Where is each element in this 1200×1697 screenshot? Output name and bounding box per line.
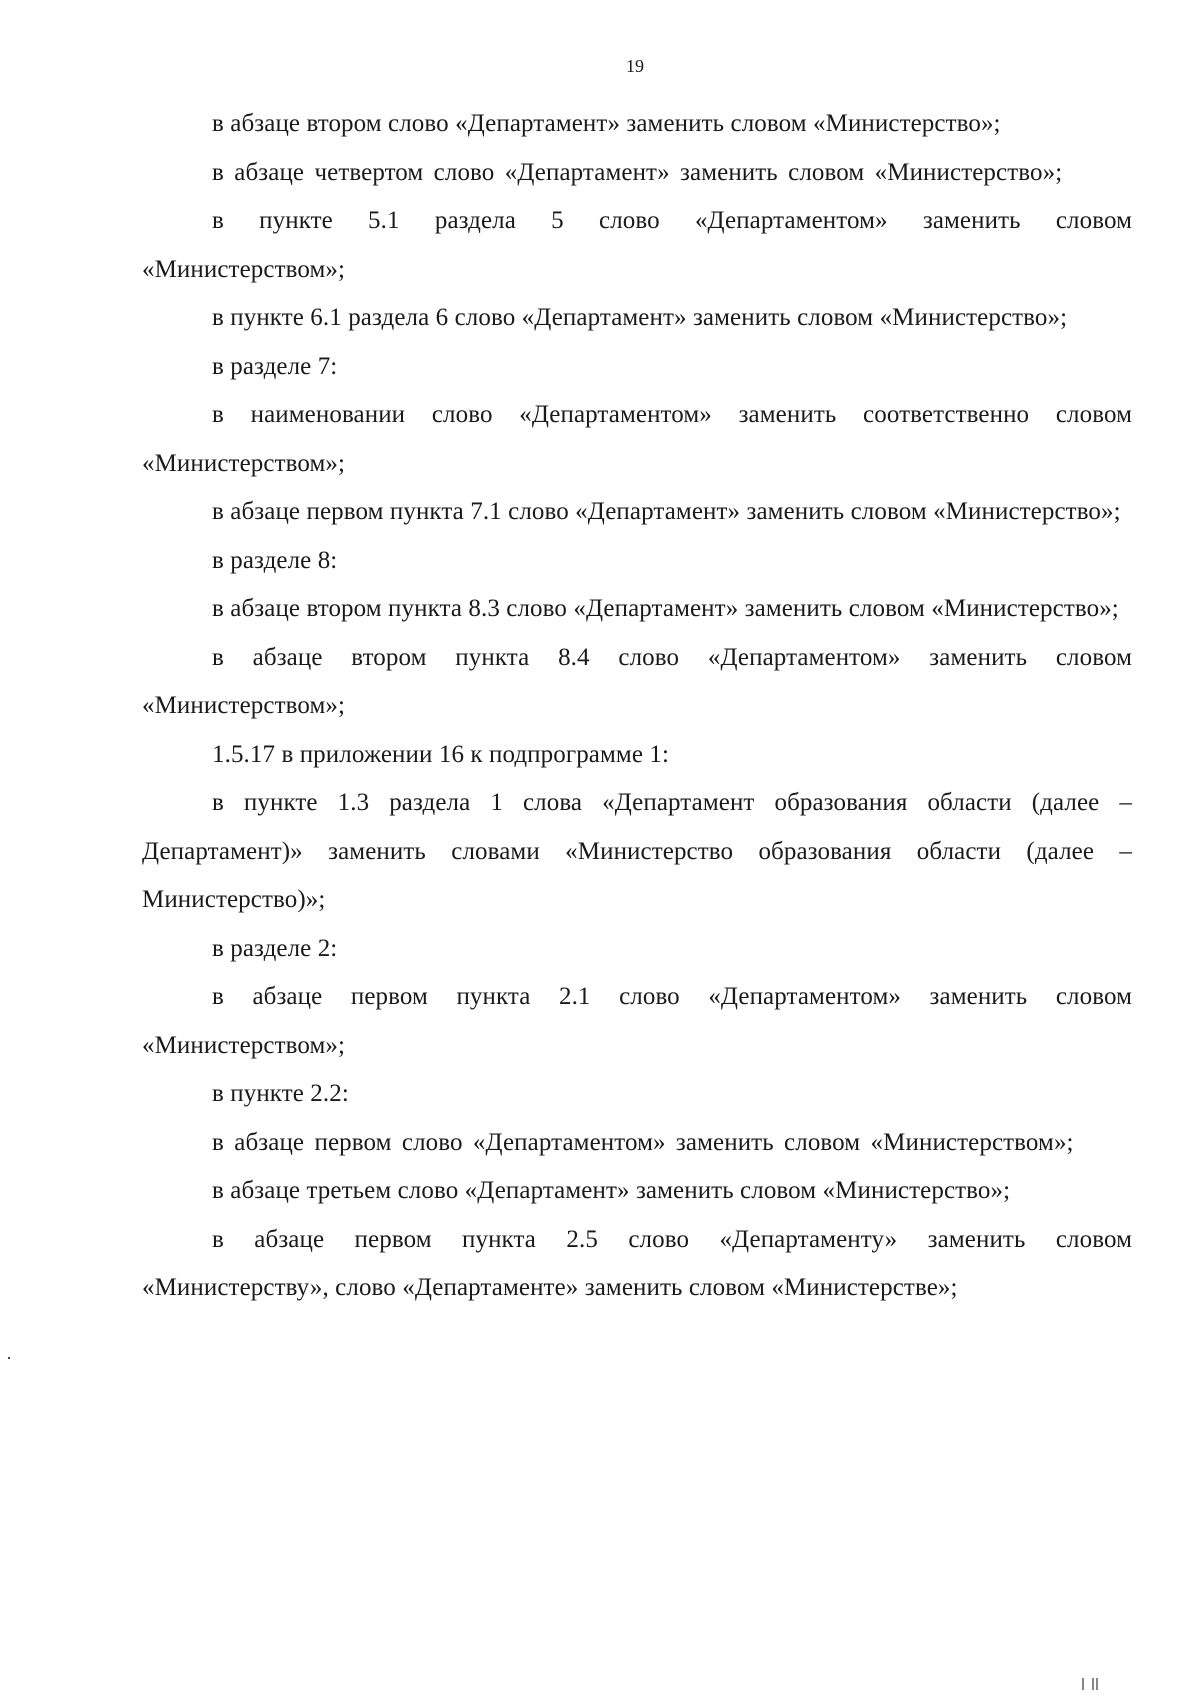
paragraph: в абзаце втором слово «Департамент» заменить словом «Министерство»;	[212, 110, 1001, 137]
document-body	[142, 100, 1132, 1313]
scan-speck	[8, 1357, 10, 1359]
paragraph: в наименовании слово «Департаментом» заменить соответственно словом «Министерством»;	[142, 401, 1132, 477]
paragraph: в абзаце втором пункта 8.4 слово «Департаментом» заменить словом «Министерством»;	[142, 643, 1132, 719]
page-number: 19	[626, 56, 644, 76]
paragraph: в абзаце четвертом слово «Департамент» заменить словом «Министерство»;	[212, 158, 1063, 186]
scan-mark	[1082, 1678, 1084, 1690]
paragraph: в абзаце первом слово «Департаментом» заменить словом «Министерством»;	[212, 1128, 1074, 1156]
paragraph: в пункте 5.1 раздела 5 слово «Департаментом» заменить словом «Министерством»;	[142, 207, 1132, 283]
paragraph: в абзаце первом пункта 2.5 слово «Департаменту» заменить словом «Министерству», слово «Департаменте» заменить словом «Министерстве»;	[142, 1225, 1132, 1301]
paragraph: 1.5.17 в приложении 16 к подпрограмме 1:	[212, 740, 670, 768]
paragraph: в пункте 1.3 раздела 1 слова «Департамент образования области (далее – Департамент)» заменить словами «Министерство образования области (далее – Министерство)»;	[142, 789, 1132, 913]
paragraph: в разделе 7:	[212, 352, 338, 380]
paragraph: в разделе 2:	[212, 934, 338, 962]
paragraph: в пункте 2.2:	[212, 1080, 349, 1107]
paragraph: в абзаце третьем слово «Департамент» заменить словом «Министерство»;	[212, 1177, 1011, 1204]
paragraph: в абзаце первом пункта 7.1 слово «Департамент» заменить словом «Министерство»;	[212, 498, 1121, 525]
paragraph: в абзаце первом пункта 2.1 слово «Департаментом» заменить словом «Министерством»;	[142, 983, 1132, 1059]
paragraph: в пункте 6.1 раздела 6 слово «Департамент» заменить словом «Министерство»;	[212, 304, 1068, 331]
paragraph: в разделе 8:	[212, 546, 338, 574]
paragraph: в абзаце втором пункта 8.3 слово «Департамент» заменить словом «Министерство»;	[212, 595, 1119, 622]
